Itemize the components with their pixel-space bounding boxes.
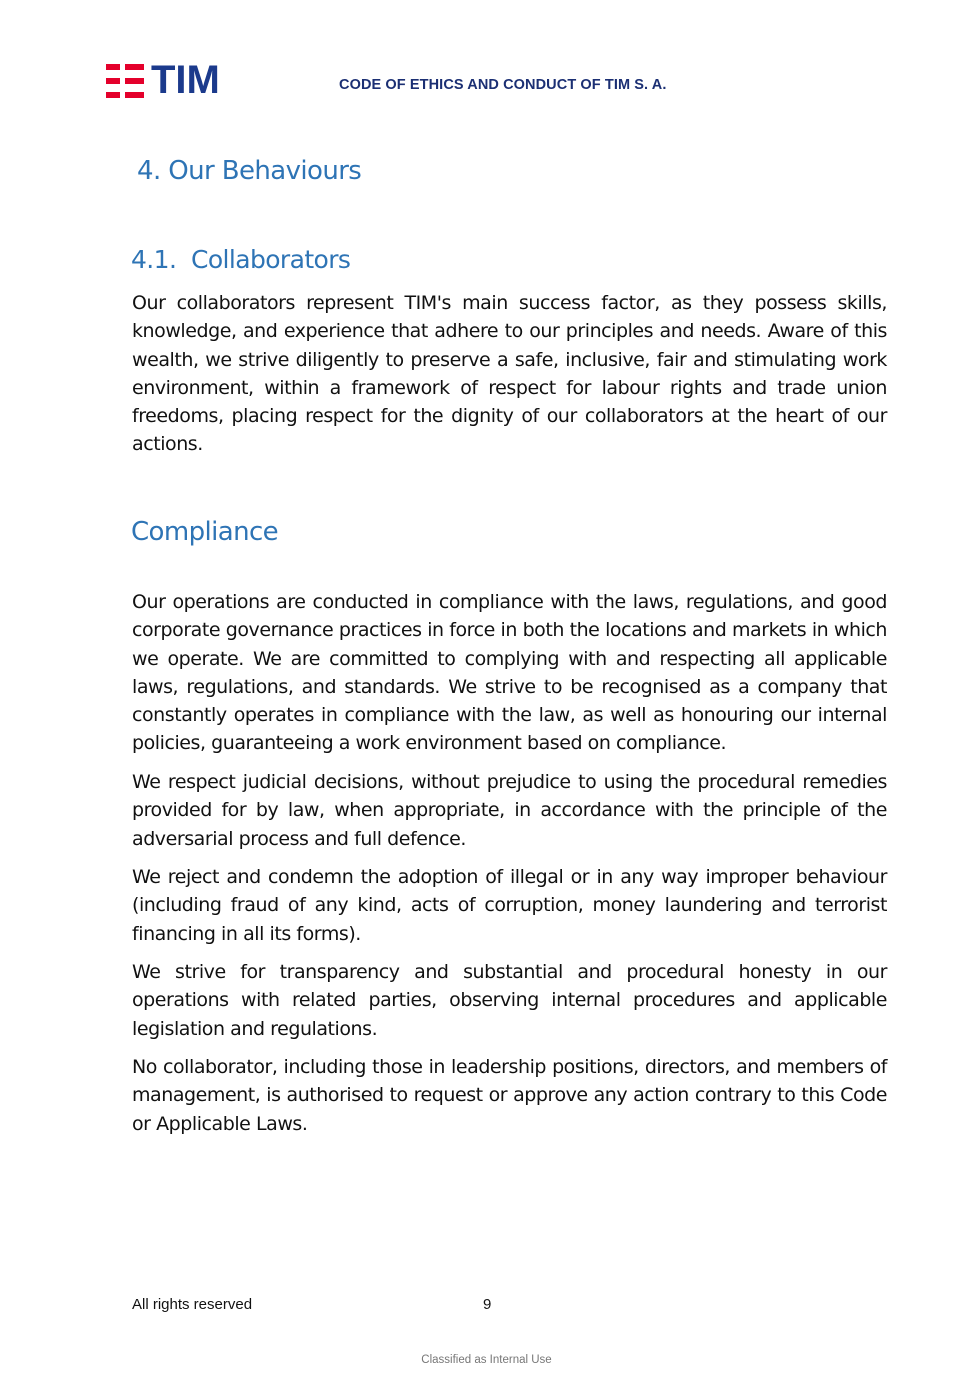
tim-logo-wordmark: TIM [151, 58, 220, 102]
compliance-paragraph-4: We strive for transparency and substantial and procedural honesty in our operations with related parties, observing internal procedures and applicable legislation and regulations. [132, 961, 887, 1040]
classification-label: Classified as Internal Use [421, 1354, 552, 1366]
document-header-title: CODE OF ETHICS AND CONDUCT OF TIM S. A. [339, 77, 667, 93]
compliance-paragraph-1: Our operations are conducted in compliance with the laws, regulations, and good corporate governance practices in force in both the locations and markets in which we operate. We are committed to complying with and respecting all applicable laws, regulations, and standards. We strive to be recognised as a company that constantly operates in compliance with the law, as well as honouring our internal policies, guaranteeing a work environment based on compliance. [132, 591, 887, 755]
subsection-heading [131, 245, 350, 274]
compliance-paragraph-3: We reject and condemn the adoption of illegal or in any way improper behaviour (including fraud of any kind, acts of corruption, money laundering and terrorist financing in all its forms). [132, 866, 887, 945]
tim-logo-bars-icon [106, 64, 144, 98]
section-heading: 4. Our Behaviours [137, 156, 362, 186]
compliance-heading: Compliance [131, 517, 279, 547]
subsection-title: Collaborators [191, 245, 351, 274]
compliance-paragraph-2: We respect judicial decisions, without prejudice to using the procedural remedies provided for by law, when appropriate, in accordance with the principle of the adversarial process and full defence. [132, 771, 887, 850]
subsection-number: 4.1. [131, 245, 177, 274]
collaborators-paragraph: Our collaborators represent TIM's main success factor, as they possess skills, knowledge, and experience that adhere to our principles and needs. Aware of this wealth, we strive diligently to preserve a safe, inclusive, fair and stimulating work environment, within a framework of respect for labour rights and trade union freedoms, placing respect for the dignity of our collaborators at the heart of our actions. [132, 292, 887, 456]
tim-logo [106, 58, 226, 102]
footer-page-number: 9 [483, 1296, 492, 1313]
compliance-paragraph-5: No collaborator, including those in leadership positions, directors, and members of management, is authorised to request or approve any action contrary to this Code or Applicable Laws. [132, 1056, 887, 1135]
footer-rights: All rights reserved [132, 1296, 253, 1313]
